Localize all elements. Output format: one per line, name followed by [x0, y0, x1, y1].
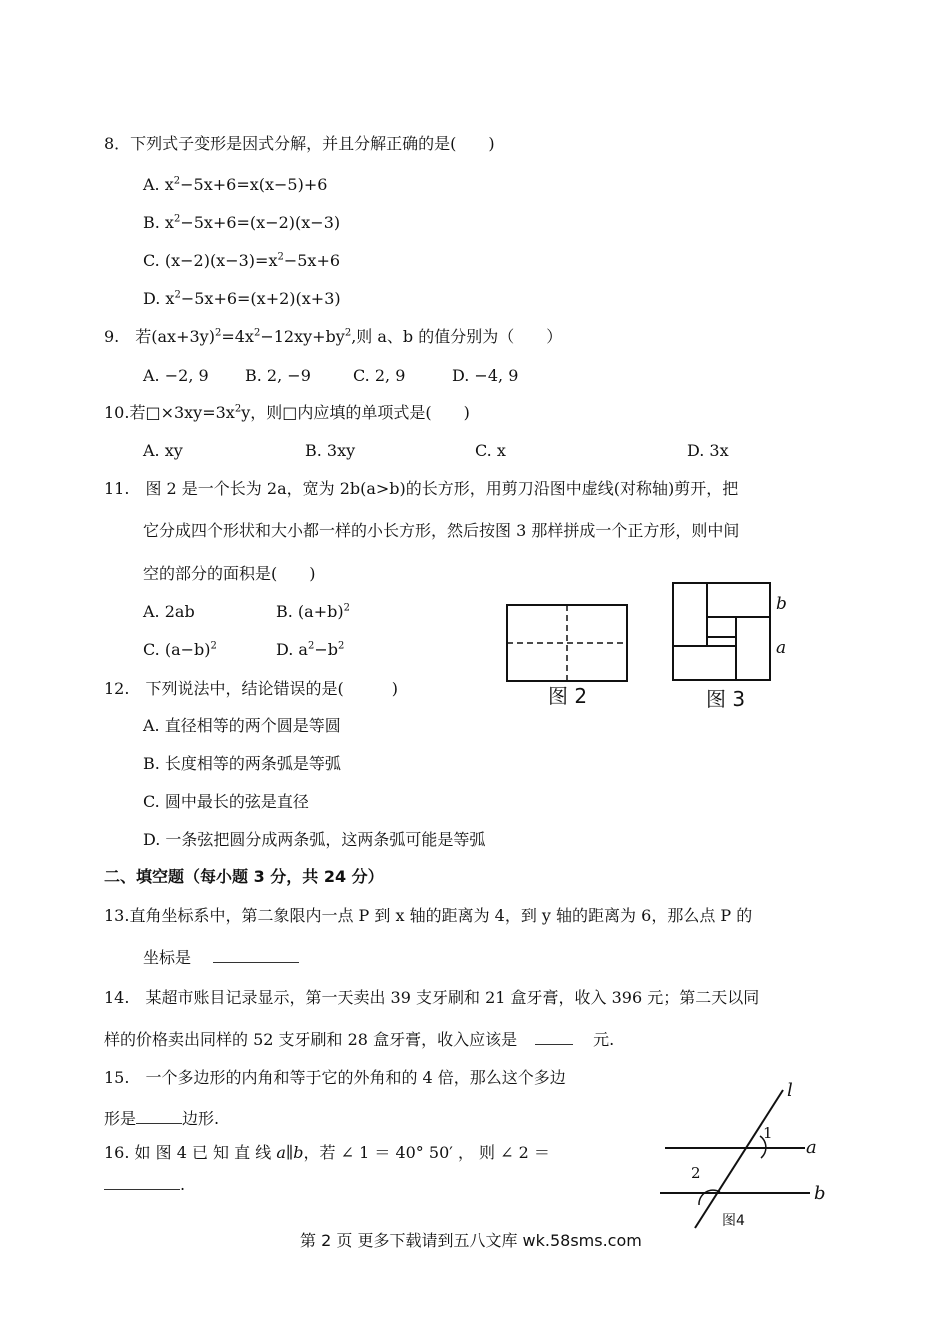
q14-answer-blank: [535, 1030, 573, 1045]
figure-2: [500, 600, 635, 685]
q8-option-a: A. $x^2-5x+6=x(x-5)+6$: [143, 175, 328, 194]
q12-option-a: A. 直径相等的两个圆是等圆: [143, 716, 341, 735]
q10-stem: 10.若$□\times 3xy=3x^2y$，则□内应填的单项式是( ): [104, 403, 470, 422]
q9-option-d: D. −4, 9: [452, 366, 519, 385]
q10-option-b: B. 3xy: [305, 441, 356, 460]
q11-line1: 11. 图 2 是一个长为 2a，宽为 2b(a>b)的长方形，用剪刀沿图中虚线(对称轴)剪开，把: [104, 479, 739, 498]
q12-stem: 12. 下列说法中，结论错误的是( ): [104, 679, 398, 698]
q15-line2: 形是 边形.: [104, 1109, 220, 1128]
q11-line2: 它分成四个形状和大小都一样的小长方形，然后按图 3 那样拼成一个正方形，则中间: [143, 521, 740, 540]
fig4-b-label: b: [814, 1183, 826, 1204]
fig3-label: 图 3: [706, 687, 746, 711]
fig3-a-label: a: [776, 638, 787, 658]
q10-option-a: A. xy: [143, 441, 183, 460]
fig3-b-label: b: [776, 594, 787, 614]
q14-line1: 14. 某超市账目记录显示，第一天卖出 39 支牙刷和 21 盒牙膏，收入 396 元；第二天以同: [104, 988, 760, 1007]
fig4-label: 图4: [722, 1213, 745, 1229]
q16-line2: .: [104, 1175, 185, 1195]
figure-3: [668, 580, 773, 685]
q11-option-c: C. $(a-b)^2$: [143, 640, 217, 659]
q9-option-b: B. 2, −9: [245, 366, 311, 385]
q16-answer-blank: [104, 1175, 180, 1190]
q13-line2: 坐标是: [143, 948, 299, 968]
q16-line1: 16. 如 图 4 已 知 直 线 a∥b，若 ∠ 1 ＝ 40° 50′ ， 则 ∠ 2 ＝: [104, 1143, 550, 1162]
section-heading: 二、填空题（每小题 3 分，共 24 分）: [104, 867, 384, 886]
q12-option-b: B. 长度相等的两条弧是等弧: [143, 754, 341, 773]
q9-option-c: C. 2, 9: [353, 366, 406, 385]
q13-answer-blank: [213, 948, 299, 963]
q12-option-c: C. 圆中最长的弦是直径: [143, 792, 309, 811]
fig4-a-label: a: [806, 1137, 817, 1158]
q8-option-b: B. $x^2-5x+6=(x-2)(x-3)$: [143, 213, 341, 232]
q15-answer-blank: [136, 1109, 182, 1124]
q11-line3: 空的部分的面积是( ): [143, 564, 316, 583]
q12-option-d: D. 一条弦把圆分成两条弧，这两条弧可能是等弧: [143, 830, 486, 849]
q11-option-b: B. $(a+b)^2$: [276, 602, 350, 621]
q14-line2: 样的价格卖出同样的 52 支牙刷和 28 盒牙膏，收入应该是 元.: [104, 1030, 615, 1049]
page-footer: 第 2 页 更多下载请到五八文库 wk.58sms.com: [300, 1231, 642, 1250]
q10-option-c: C. x: [475, 441, 506, 460]
fig2-label: 图 2: [548, 684, 588, 708]
q8-option-d: D. $x^2-5x+6=(x+2)(x+3)$: [143, 289, 341, 308]
q8-stem: 8．下列式子变形是因式分解，并且分解正确的是( ): [104, 134, 495, 153]
fig3-outer-square: [673, 583, 770, 680]
fig4-transversal-l: [695, 1090, 783, 1228]
q11-option-d: D. $a^2-b^2$: [276, 640, 345, 659]
fig4-angle2-label: 2: [691, 1164, 701, 1182]
q15-line1: 15. 一个多边形的内角和等于它的外角和的 4 倍，那么这个多边: [104, 1068, 566, 1087]
fig4-l-label: l: [787, 1080, 793, 1101]
fig4-angle1-label: 1: [763, 1124, 773, 1142]
q13-line1: 13.直角坐标系中，第二象限内一点 P 到 x 轴的距离为 4，到 y 轴的距离为 6，那么点 P 的: [104, 906, 753, 925]
q9-stem: 9. 若$(ax+3y)^2=4x^2-12xy+by^2$,则 a、b 的值分别为（ ）: [104, 327, 563, 346]
q10-option-d: D. 3x: [687, 441, 729, 460]
q9-option-a: A. −2, 9: [143, 366, 209, 385]
q11-option-a: A. 2ab: [143, 602, 195, 621]
q8-option-c: C. $(x-2)(x-3)=x^2-5x+6$: [143, 251, 341, 270]
